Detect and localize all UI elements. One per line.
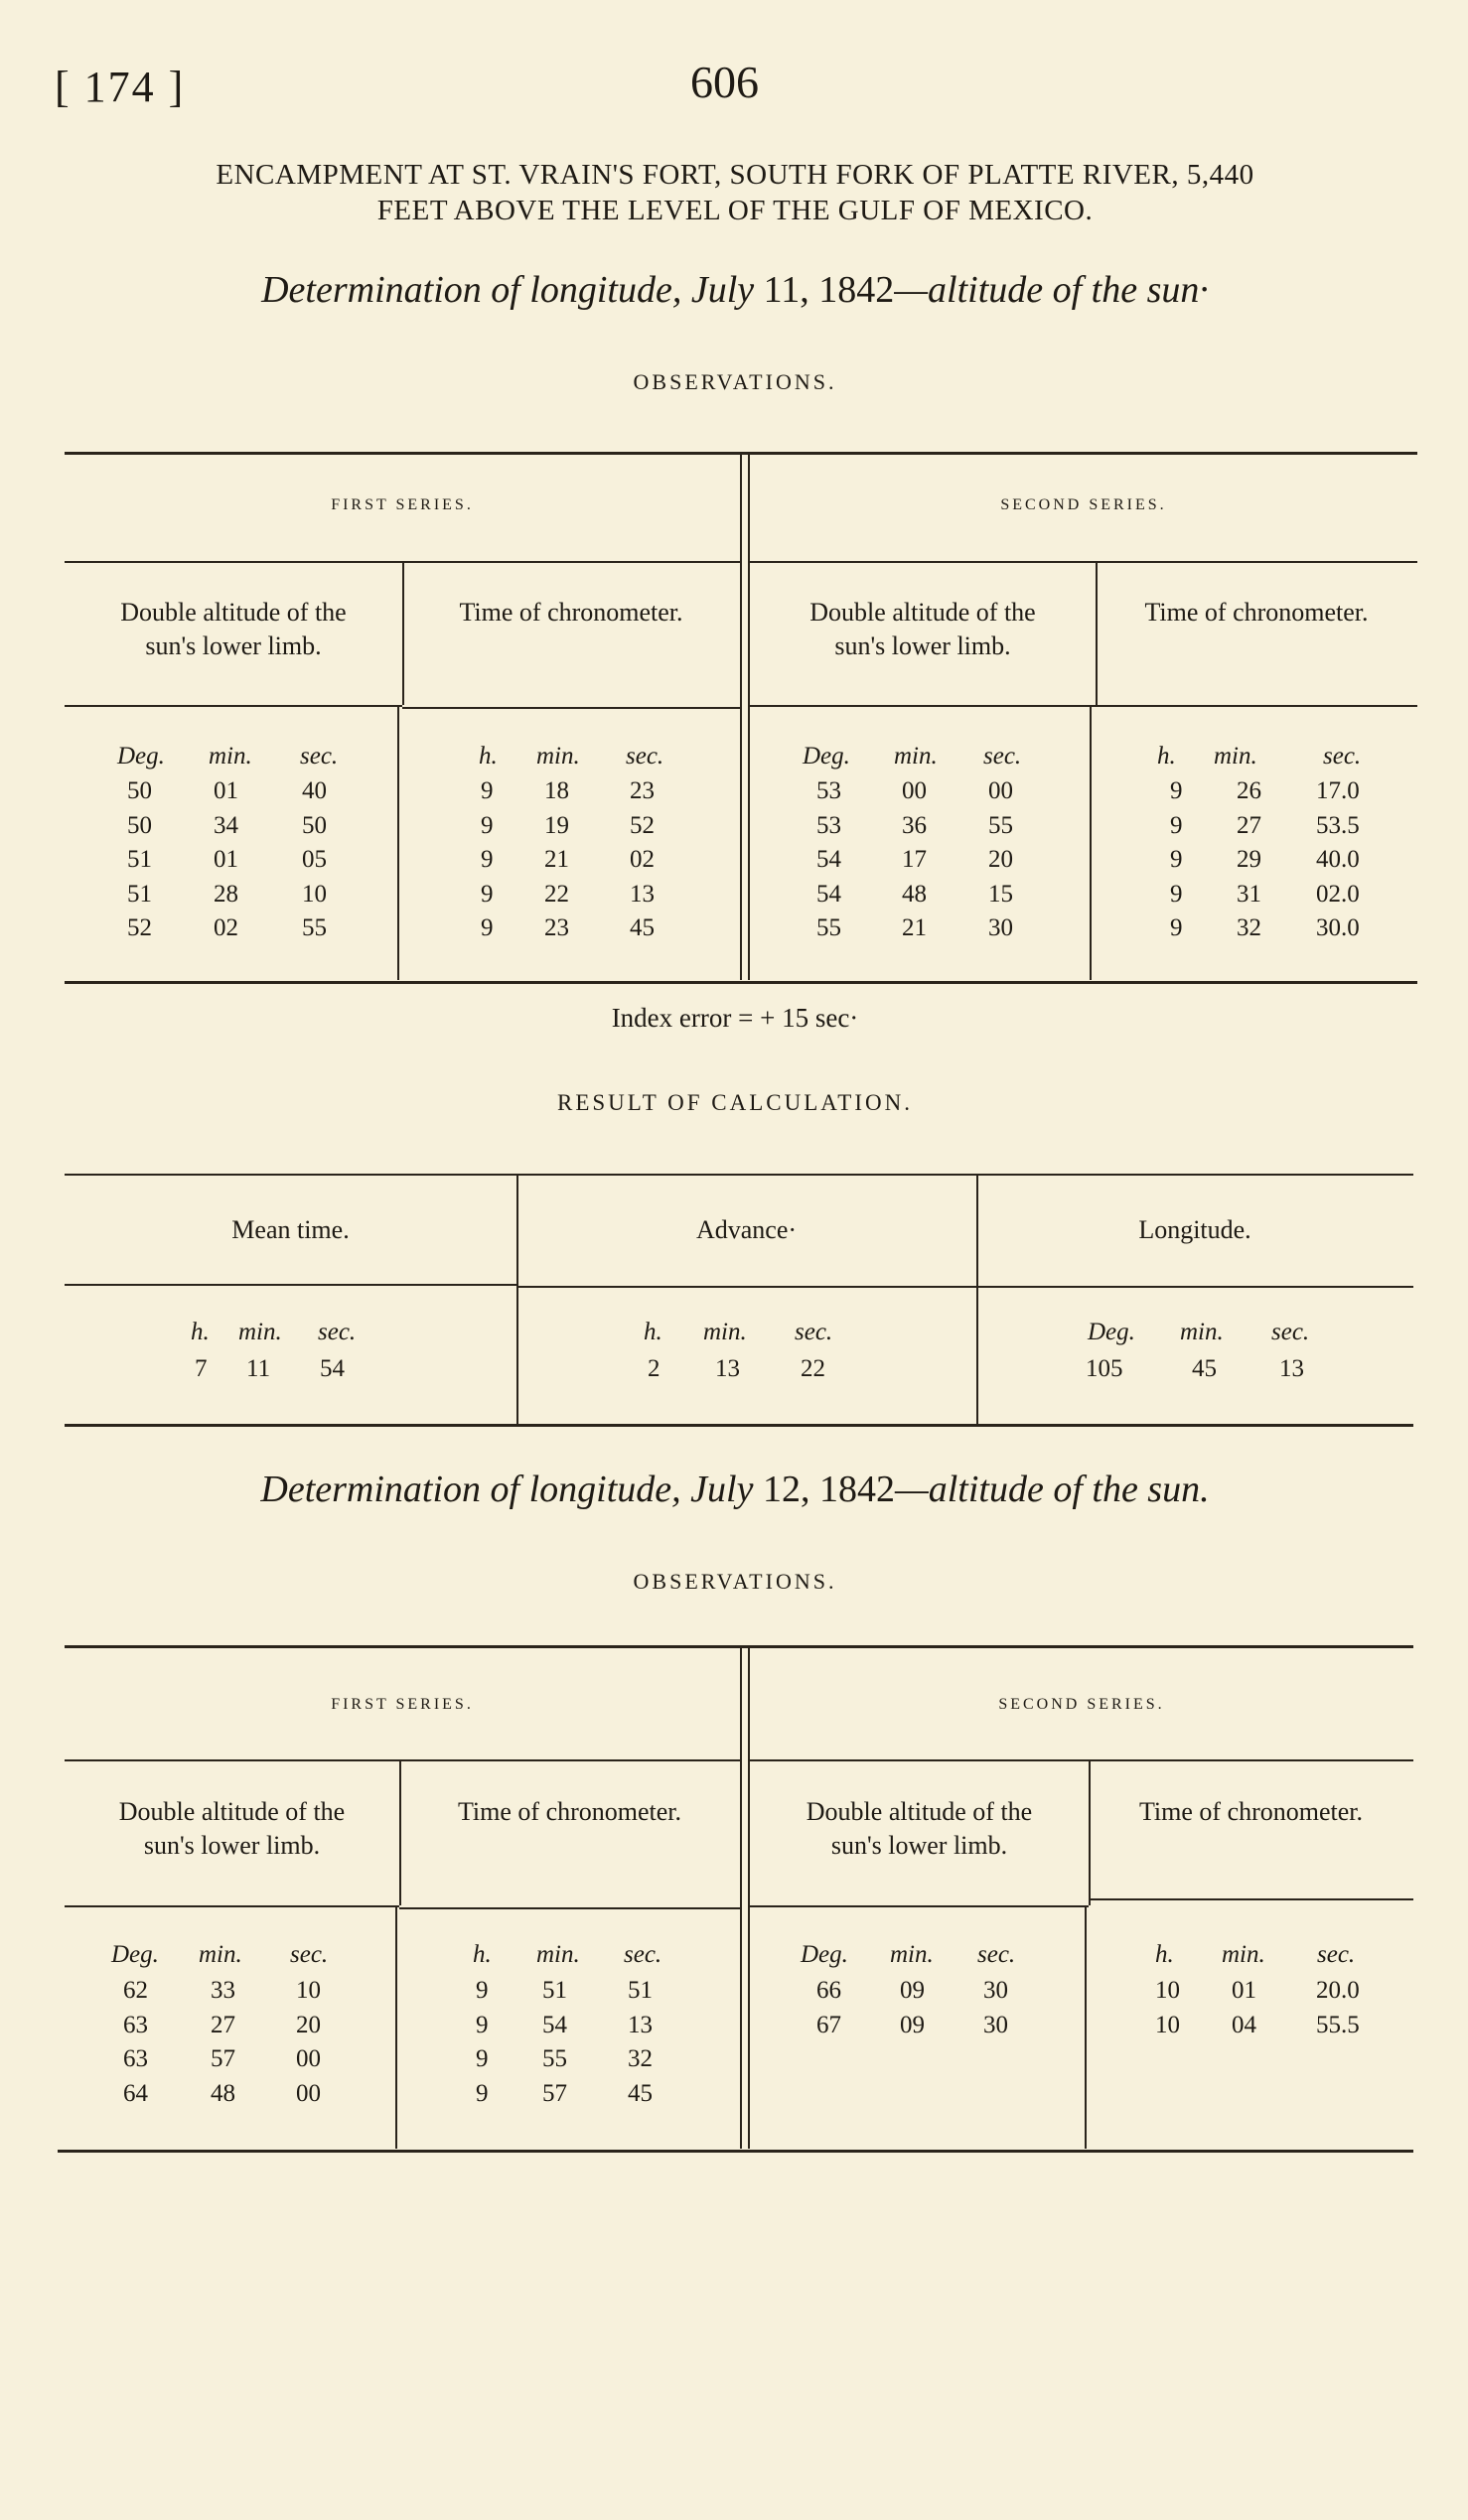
rule <box>58 2150 1413 2153</box>
rule <box>402 707 740 709</box>
longitude-sec: 13 <box>1279 1355 1304 1382</box>
determination-heading-2 <box>40 1468 1430 1511</box>
observations-label-2: OBSERVATIONS. <box>633 1569 837 1594</box>
unit-min: min. <box>1222 1941 1265 1968</box>
unit-deg: Deg. <box>801 1941 848 1968</box>
unit-min: min. <box>1180 1319 1224 1345</box>
det1-part-a: Determination of longitude, July <box>261 269 764 311</box>
det2-part-c: —altitude of the sun. <box>894 1469 1210 1510</box>
rule <box>750 1759 1413 1761</box>
rule <box>399 1907 740 1909</box>
det1-part-c: —altitude of the sun· <box>894 269 1209 311</box>
rule <box>65 1645 1413 1648</box>
index-error-note: Index error = + 15 sec· <box>611 1003 859 1033</box>
unit-min: min. <box>890 1941 934 1968</box>
first-time-h-column: 9 9 9 9 <box>476 1977 489 2107</box>
bracket-page-ref: [ 174 ] <box>55 63 186 111</box>
second-time-h-column: 10 10 <box>1155 1977 1180 2038</box>
rule <box>740 454 742 980</box>
rule <box>1089 1761 1091 1905</box>
first-time-sec-column: 51 13 32 45 <box>628 1977 653 2107</box>
rule <box>1090 707 1092 980</box>
unit-min: min. <box>536 1941 580 1968</box>
unit-sec: sec. <box>1323 743 1362 770</box>
unit-sec: sec. <box>318 1319 357 1345</box>
unit-h: h. <box>191 1319 210 1345</box>
rule <box>65 1905 399 1907</box>
col-longitude: Longitude. <box>1138 1215 1251 1244</box>
table-row: 50 <box>127 777 152 804</box>
unit-sec: sec. <box>624 1941 662 1968</box>
unit-min: min. <box>209 743 252 770</box>
second-alt-deg-column: 66 67 <box>816 1977 841 2038</box>
unit-deg: Deg. <box>117 743 165 770</box>
second-series-label: SECOND SERIES. <box>1000 496 1167 513</box>
rule <box>402 563 404 705</box>
rule <box>65 705 402 707</box>
table-row: 64 <box>123 2079 148 2107</box>
rule <box>750 705 1096 707</box>
col-mean-time: Mean time. <box>231 1215 350 1244</box>
rule <box>516 1286 976 1288</box>
col-double-altitude-1: Double altitude of the sun's lower limb. <box>120 598 347 660</box>
det2-part-a: Determination of longitude, July <box>260 1469 763 1510</box>
unit-min: min. <box>894 743 938 770</box>
first-alt-sec-column: 10 20 00 00 <box>296 1977 321 2107</box>
result-label: RESULT OF CALCULATION. <box>556 1090 913 1115</box>
unit-h: h. <box>479 743 498 770</box>
col-double-altitude-2: Double altitude of the sun's lower limb. <box>806 1797 1033 1860</box>
rule <box>1096 705 1417 707</box>
longitude-deg: 105 <box>1086 1355 1123 1382</box>
det2-date: 12, 1842 <box>762 1469 895 1510</box>
first-alt-deg-column <box>123 1974 148 2111</box>
first-time-min-column: 51 54 55 57 <box>542 1977 567 2107</box>
second-alt-min-column: 09 09 <box>900 1977 925 2038</box>
rule <box>976 1286 1413 1288</box>
rule <box>1085 1907 1087 2149</box>
first-time-sec-column: 23 52 02 13 45 <box>630 777 655 941</box>
rule <box>1089 1898 1413 1900</box>
unit-sec: sec. <box>795 1319 833 1345</box>
unit-deg: Deg. <box>1088 1319 1135 1345</box>
unit-min: min. <box>703 1319 747 1345</box>
rule <box>65 1759 740 1761</box>
col-double-altitude-2: Double altitude of the sun's lower limb. <box>809 598 1036 660</box>
table-row: 51 <box>127 880 152 908</box>
det1-date: 11, 1842 <box>763 269 895 311</box>
unit-min: min. <box>536 743 580 770</box>
col-double-altitude-1: Double altitude of the sun's lower limb. <box>118 1797 346 1860</box>
second-alt-min-column: 00 36 17 48 21 <box>902 777 927 941</box>
rule <box>399 1761 401 1905</box>
observations-label-1: OBSERVATIONS. <box>633 369 837 394</box>
rule <box>65 1424 1413 1427</box>
first-series-label: FIRST SERIES. <box>331 496 474 513</box>
unit-deg: Deg. <box>111 1941 159 1968</box>
rule <box>750 1905 1089 1907</box>
rule <box>1096 563 1098 705</box>
longitude-min: 45 <box>1192 1355 1217 1382</box>
unit-h: h. <box>1157 743 1176 770</box>
rule <box>748 454 750 980</box>
mean-min: 11 <box>246 1355 271 1382</box>
rule <box>395 1907 397 2149</box>
second-time-min-column: 01 04 <box>1232 1977 1256 2038</box>
col-time-chronometer-2: Time of chronometer. <box>1138 1797 1364 1826</box>
first-time-h-column: 9 9 9 9 9 <box>481 777 494 941</box>
table-row: 63 <box>123 2045 148 2072</box>
advance-min: 13 <box>715 1355 740 1382</box>
unit-sec: sec. <box>1317 1941 1356 1968</box>
title-line-2: FEET ABOVE THE LEVEL OF THE GULF OF MEXICO. <box>376 195 1094 226</box>
second-series-label: SECOND SERIES. <box>998 1696 1165 1713</box>
first-time-min-column: 18 19 21 22 23 <box>544 777 569 941</box>
first-alt-sec-column: 40 50 05 10 55 <box>302 777 327 941</box>
unit-min: min. <box>199 1941 242 1968</box>
table-row: 62 <box>123 1977 148 2004</box>
unit-sec: sec. <box>977 1941 1016 1968</box>
determination-heading-1 <box>40 268 1430 312</box>
rule <box>65 981 1417 984</box>
rule <box>748 1647 750 2149</box>
page-number: 606 <box>690 57 759 107</box>
col-advance: Advance· <box>695 1215 798 1244</box>
second-alt-sec-column: 30 30 <box>983 1977 1008 2038</box>
unit-sec: sec. <box>1271 1319 1310 1345</box>
advance-h: 2 <box>648 1355 661 1382</box>
rule <box>65 1174 1413 1176</box>
advance-sec: 22 <box>801 1355 825 1382</box>
first-series-label: FIRST SERIES. <box>331 1696 474 1713</box>
col-time-chronometer-2: Time of chronometer. <box>1144 598 1369 627</box>
rule <box>65 1284 516 1286</box>
mean-sec: 54 <box>320 1355 345 1382</box>
table-row: 52 <box>127 914 152 941</box>
unit-h: h. <box>1155 1941 1174 1968</box>
second-time-min-column: 26 27 29 31 32 <box>1237 777 1261 941</box>
col-time-chronometer-1: Time of chronometer. <box>457 1797 682 1826</box>
title-line-1: ENCAMPMENT AT ST. VRAIN'S FORT, SOUTH FORK OF PLATTE RIVER, 5,440 <box>216 159 1254 191</box>
unit-h: h. <box>473 1941 492 1968</box>
unit-sec: sec. <box>626 743 664 770</box>
page-title <box>40 157 1430 228</box>
first-alt-column <box>127 774 152 946</box>
mean-h: 7 <box>195 1355 208 1382</box>
first-alt-min-column: 01 34 01 28 02 <box>214 777 238 941</box>
second-alt-sec-column: 00 55 20 15 30 <box>988 777 1013 941</box>
rule <box>397 707 399 980</box>
rule <box>750 561 1417 563</box>
first-alt-min-column: 33 27 57 48 <box>211 1977 235 2107</box>
second-time-sec-column: 17.0 53.5 40.0 02.0 30.0 <box>1316 777 1360 941</box>
second-alt-deg-column: 53 53 54 54 55 <box>816 777 841 941</box>
unit-min: min. <box>1214 743 1257 770</box>
col-time-chronometer-1: Time of chronometer. <box>459 598 683 627</box>
unit-deg: Deg. <box>803 743 850 770</box>
unit-min: min. <box>238 1319 282 1345</box>
unit-sec: sec. <box>290 1941 329 1968</box>
rule <box>740 1647 742 2149</box>
second-time-sec-column: 20.0 55.5 <box>1316 1977 1360 2038</box>
unit-h: h. <box>644 1319 662 1345</box>
table-row: 63 <box>123 2011 148 2038</box>
second-time-h-column: 9 9 9 9 9 <box>1170 777 1183 941</box>
unit-sec: sec. <box>300 743 339 770</box>
unit-sec: sec. <box>983 743 1022 770</box>
table-row: 51 <box>127 846 152 873</box>
table-row: 50 <box>127 811 152 839</box>
